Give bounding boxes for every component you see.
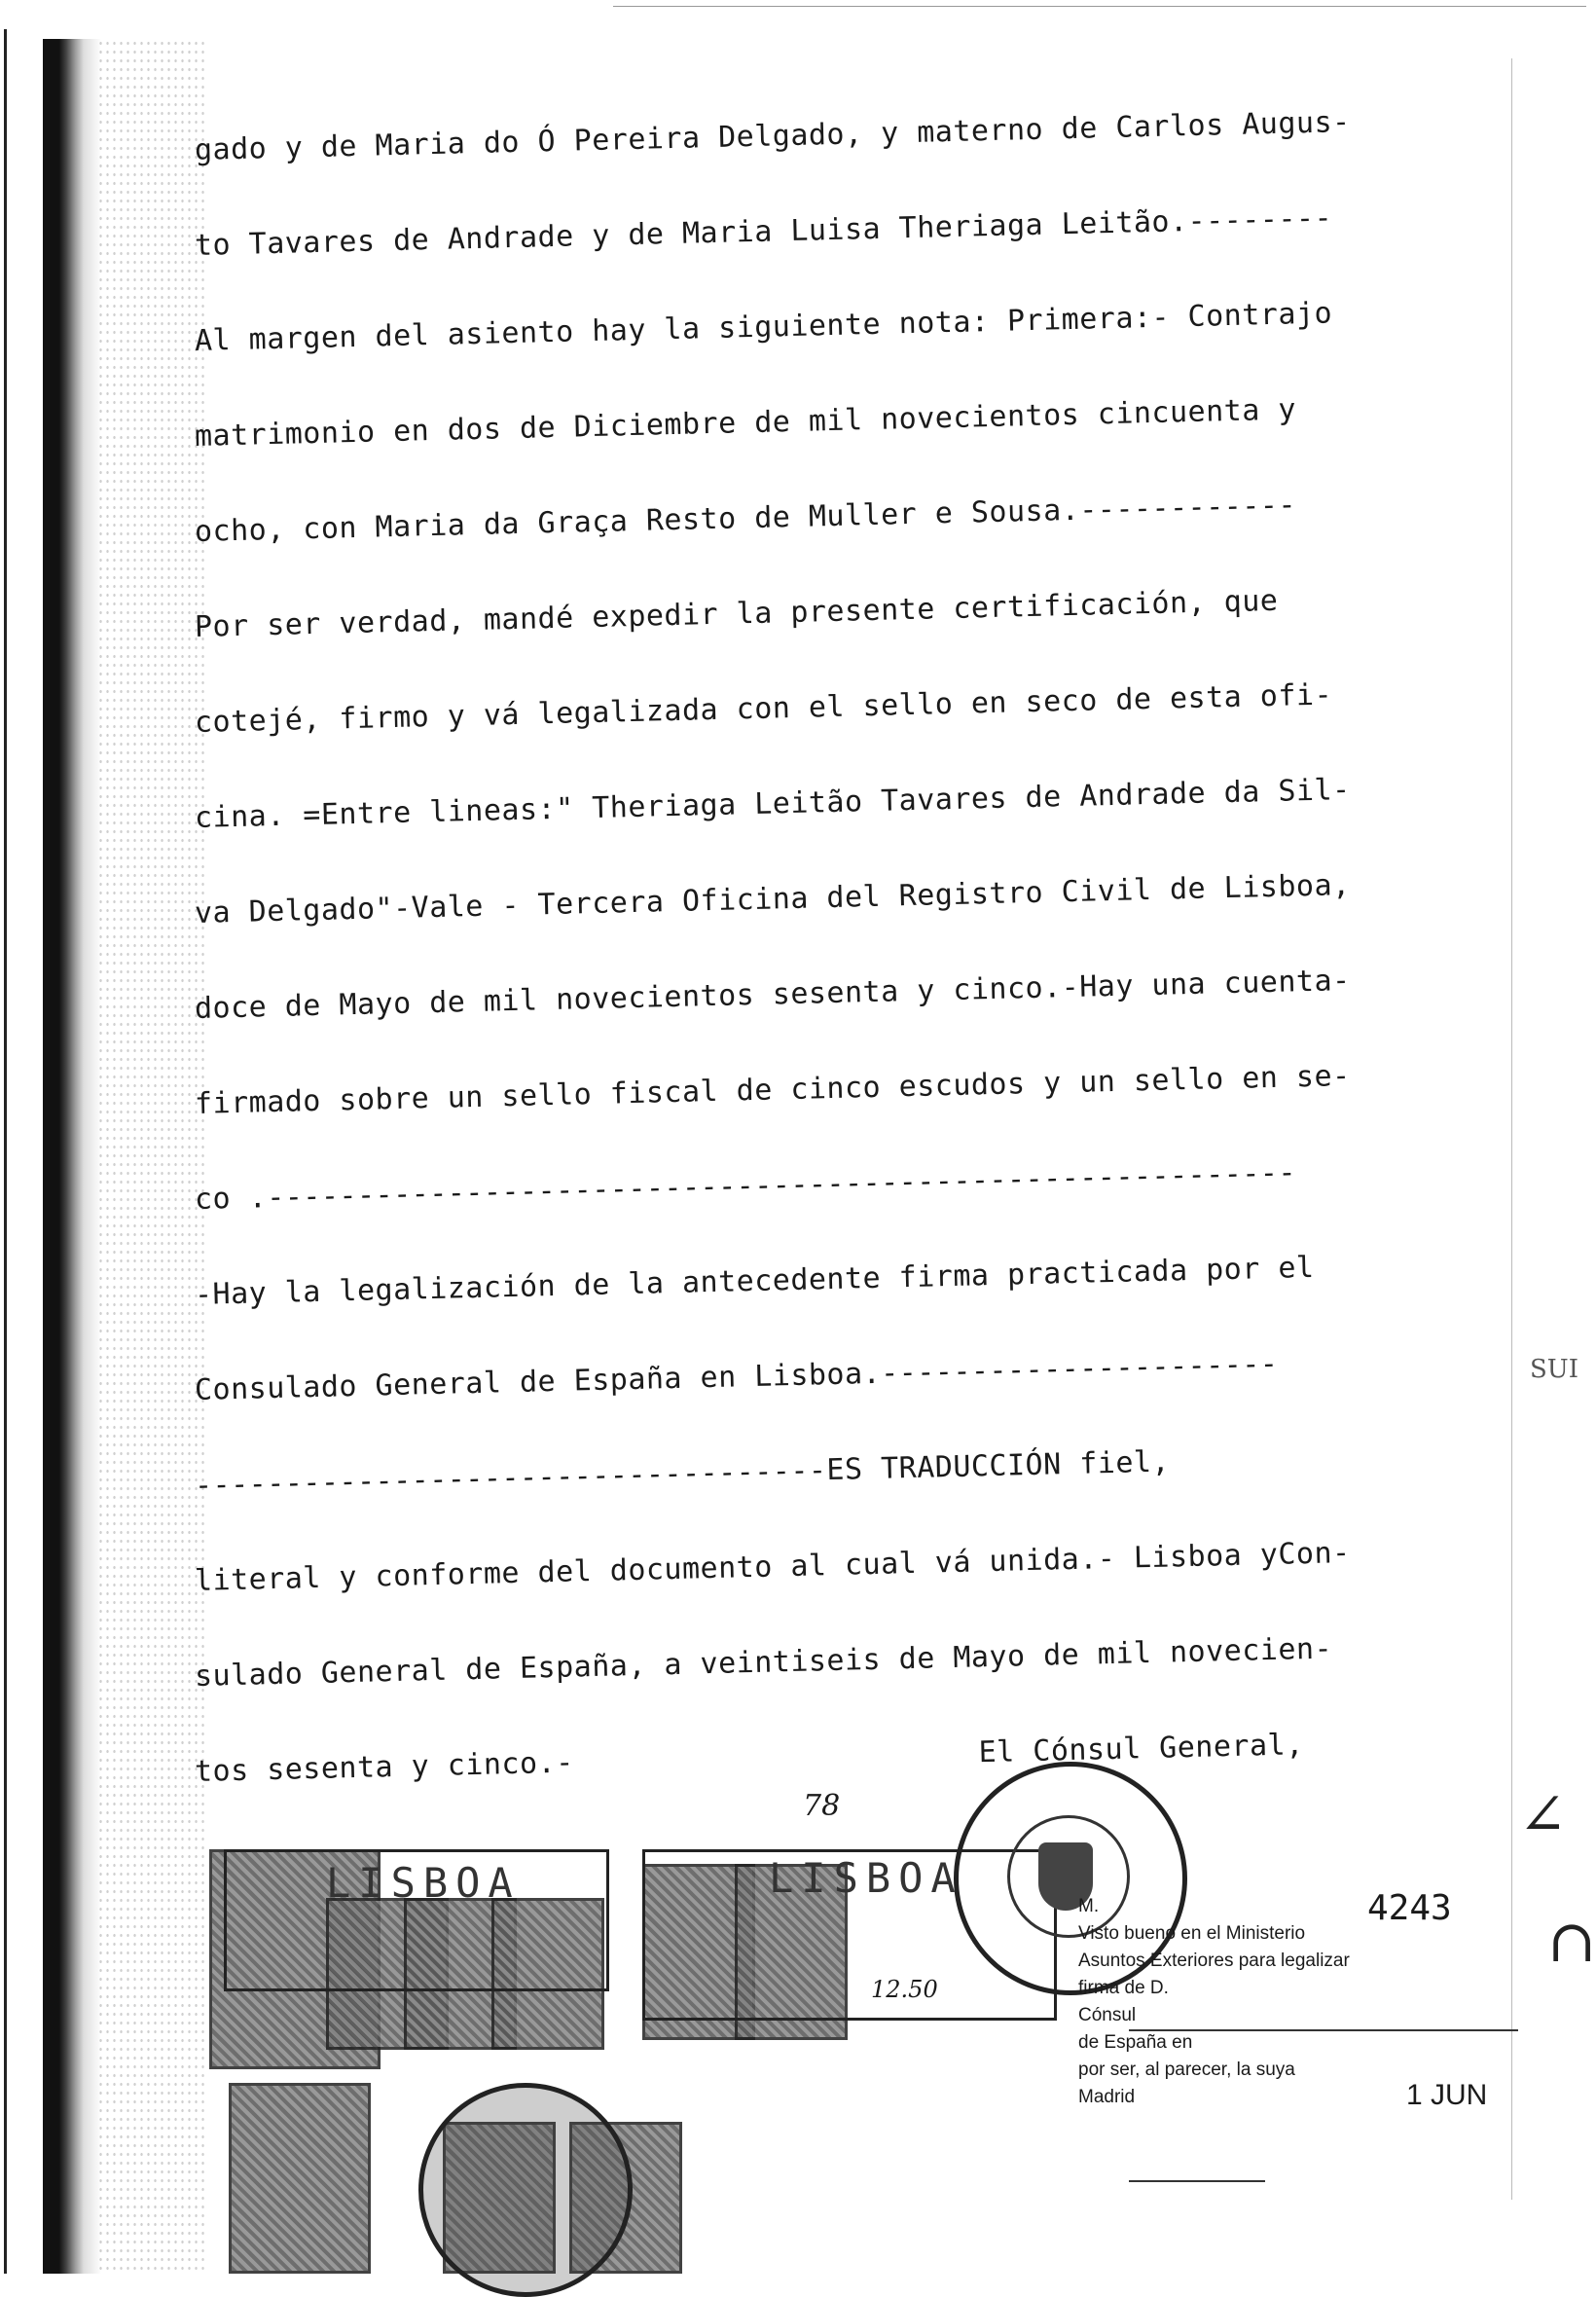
lisboa-stamp-text: LISBOA <box>326 1859 521 1907</box>
ministry-line: Madrid <box>1078 2087 1136 2107</box>
closing-date: tos sesenta y cinco.- <box>194 1745 575 1789</box>
body-line: Por ser verdad, mandé expedir la presente certificación, que <box>194 583 1279 644</box>
handwritten-signature: ∠ <box>1518 1781 1568 1849</box>
right-edge-rule <box>1511 58 1512 2200</box>
ministry-line: Asuntos Exteriores para legalizar <box>1078 1951 1350 1971</box>
ministry-line: Visto bueno en el Ministerio <box>1078 1923 1306 1944</box>
lisboa-stamp-text: LISBOA <box>769 1854 963 1902</box>
fee-value: 12.50 <box>871 1976 938 2003</box>
fiscal-stamp <box>229 2083 371 2274</box>
body-line: Al margen del asiento hay la siguiente nota: Primera:- Contrajo <box>194 296 1333 358</box>
margin-note: SUI <box>1530 1355 1578 1384</box>
consul-signature-label: El Cónsul General, <box>978 1728 1305 1770</box>
body-line: cotejé, firmo y vá legalizada con el sello en seco de esta ofi- <box>194 677 1333 740</box>
ministry-line: firma de D. <box>1078 1978 1169 1998</box>
body-line: matrimonio en dos de Diciembre de mil novecientos cincuenta y <box>194 392 1297 454</box>
closing-line <box>194 1728 1305 1789</box>
body-line: ocho, con Maria da Graça Resto de Muller e Sousa.------------ <box>194 488 1297 549</box>
body-line: cina. =Entre lineas:" Theriaga Leitão Tavares de Andrade da Sil- <box>194 772 1351 835</box>
document-body <box>194 104 1421 1853</box>
body-line: -Hay la legalización de la antecedente firma practicada por el <box>194 1250 1315 1312</box>
ministry-line: M. <box>1078 1896 1100 1916</box>
signature-line <box>1129 2180 1265 2182</box>
body-line: gado y de Maria do Ó Pereira Delgado, y materno de Carlos Augus- <box>194 104 1351 167</box>
body-line: to Tavares de Andrade y de Maria Luisa Theriaga Leitão.-------- <box>194 201 1333 263</box>
body-line: va Delgado"-Vale - Tercera Oficina del Registro Civil de Lisboa, <box>194 867 1351 930</box>
ministry-line: de España en <box>1078 2032 1193 2053</box>
legalization-seal <box>418 2083 633 2297</box>
body-line: Consulado General de España en Lisboa.---------------------- <box>194 1346 1279 1407</box>
body-line: sulado General de España, a veintiseis de Mayo de mil novecien- <box>194 1631 1333 1694</box>
signature-line <box>1129 2029 1518 2031</box>
body-line: -----------------------------------ES TRADUCCIÓN fiel, <box>194 1444 1171 1503</box>
page-edge-rule <box>4 29 7 2274</box>
stamp-number: 4243 <box>1367 1888 1452 1928</box>
body-line: literal y conforme del documento al cual vá unida.- Lisboa yCon- <box>194 1535 1351 1598</box>
stamp-date: 1 JUN <box>1406 2079 1488 2111</box>
body-line: co .--------------------------------------------------------- <box>194 1155 1297 1217</box>
body-line: doce de Mayo de mil novecientos sesenta y cinco.-Hay una cuenta- <box>194 963 1351 1026</box>
top-edge-rule <box>613 6 1586 7</box>
body-line: firmado sobre un sello fiscal de cinco escudos y un sello en se- <box>194 1058 1351 1121</box>
scan-binding-shadow <box>43 39 101 2274</box>
handwritten-signature: ∩ <box>1547 1908 1596 1976</box>
scan-noise <box>97 39 204 2274</box>
ministry-line: Cónsul <box>1078 2005 1137 2025</box>
ministry-line: por ser, al parecer, la suya <box>1078 2060 1295 2080</box>
handwritten-number: 78 <box>803 1789 841 1823</box>
